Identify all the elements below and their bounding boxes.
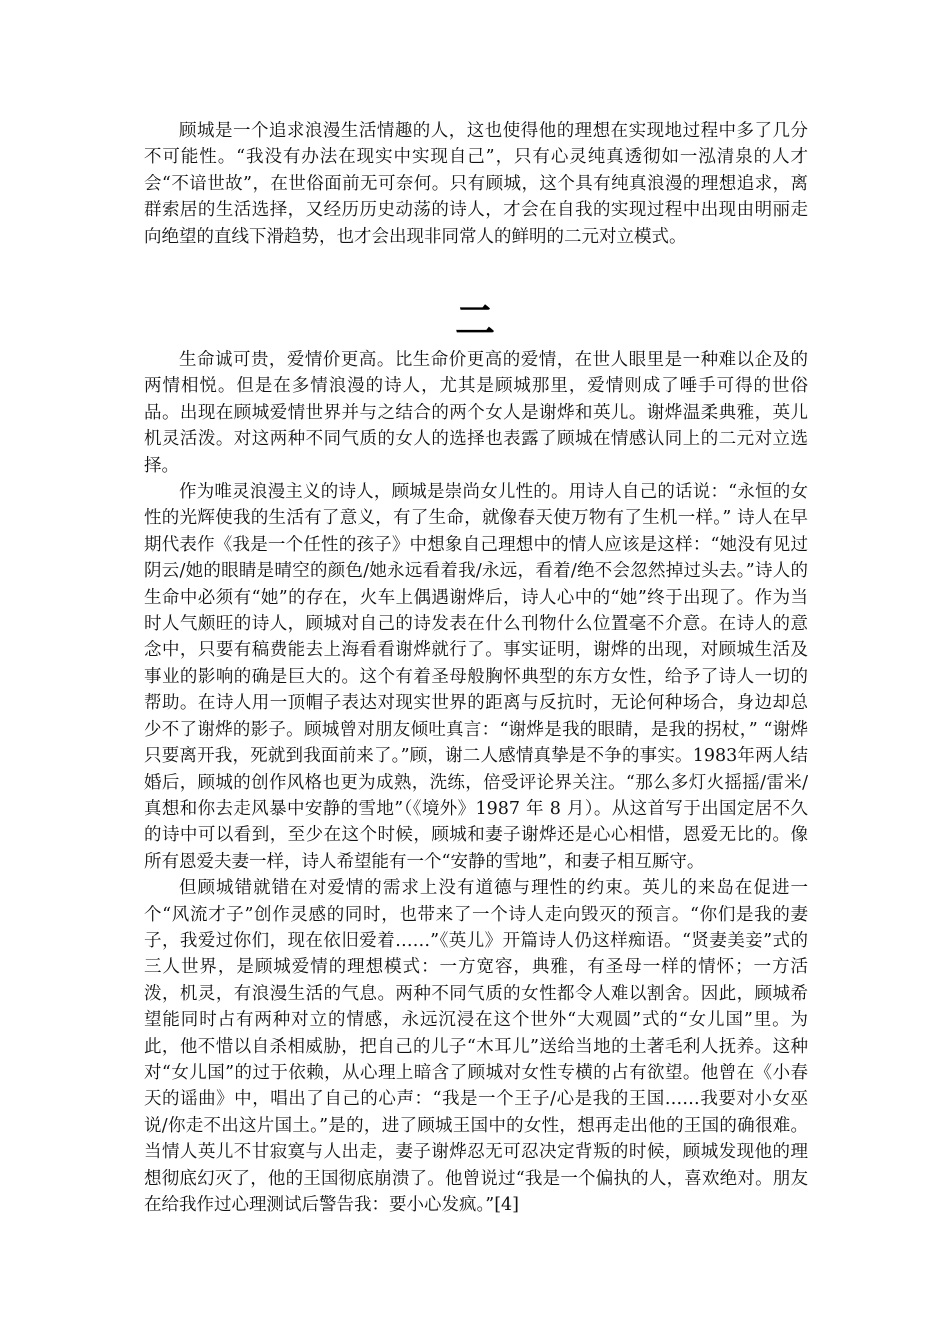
paragraph: 作为唯灵浪漫主义的诗人，顾城是崇尚女儿性的。用诗人自己的话说：“永恒的女性的光辉使我的生活有了意义，有了生命，就像春天使万物有了生机一样。” 诗人在早期代表作《我是一个任性的孩子》中想象自己理想中的情人应该是这样：“她没有见过阴云/她的眼睛是晴空的颜色/她永远看着我/永远，看着/绝不会忽然掉过头去。”诗人的生命中必须有“她”的存在，火车上偶遇谢烨后，诗人心中的“她”终于出现了。作为当时人气颇旺的诗人，顾城对自己的诗发表在什么刊物什么位置毫不介意。在诗人的意念中，只要有稿费能去上海看看谢烨就行了。事实证明，谢烨的出现，对顾城生活及事业的影响的确是巨大的。这个有着圣母般胸怀典型的东方女性，给予了诗人一切的帮助。在诗人用一顶帽子表达对现实世界的距离与反抗时，无论何种场合，身边却总少不了谢烨的影子。顾城曾对朋友倾吐真言：“谢烨是我的眼睛，是我的拐杖，” “谢烨只要离开我，死就到我面前来了。”顾，谢二人感情真挚是不争的事实。1983年两人结婚后，顾城的创作风格也更为成熟，洗练，倍受评论界关注。“那么多灯火摇摇/雷米/真想和你去走风暴中安静的雪地”（《境外》1987 年 8 月）。从这首写于出国定居不久的诗中可以看到，至少在这个时候，顾城和妻子谢烨还是心心相惜，恩爱无比的。像所有恩爱夫妻一样，诗人希望能有一个“安静的雪地”，和妻子相互厮守。	[144, 482, 808, 872]
section-text-block	[144, 347, 808, 1218]
section-heading: 二	[455, 298, 495, 344]
paragraph: 生命诚可贵，爱情价更高。比生命价更高的爱情，在世人眼里是一种难以企及的两情相悦。但是在多情浪漫的诗人，尤其是顾城那里，爱情则成了唾手可得的世俗品。出现在顾城爱情世界并与之结合的两个女人是谢烨和英儿。谢烨温柔典雅，英儿机灵活泼。对这两种不同气质的女人的选择也表露了顾城在情感认同上的二元对立选择。	[144, 350, 808, 476]
intro-text-block	[144, 118, 808, 250]
paragraph: 顾城是一个追求浪漫生活情趣的人，这也使得他的理想在实现地过程中多了几分不可能性。“我没有办法在现实中实现自己”，只有心灵纯真透彻如一泓清泉的人才会“不谙世故”，在世俗面前无可奈何。只有顾城，这个具有纯真浪漫的理想追求，离群索居的生活选择，又经历历史动荡的诗人，才会在自我的实现过程中出现由明丽走向绝望的直线下滑趋势，也才会出现非同常人的鲜明的二元对立模式。	[144, 121, 808, 247]
paragraph: 但顾城错就错在对爱情的需求上没有道德与理性的约束。英儿的来岛在促进一个“风流才子”创作灵感的同时，也带来了一个诗人走向毁灭的预言。“你们是我的妻子，我爱过你们，现在依旧爱着……”《英儿》开篇诗人仍这样痴语。“贤妻美妾”式的三人世界，是顾城爱情的理想模式：一方宽容，典雅，有圣母一样的情怀；一方活泼，机灵，有浪漫生活的气息。两种不同气质的女性都令人难以割舍。因此，顾城希望能同时占有两种对立的情感，永远沉浸在这个世外“大观圆”式的“女儿国”里。为此，他不惜以自杀相威胁，把自己的儿子“木耳儿”送给当地的土著毛利人抚养。这种对“女儿国”的过于依赖，从心理上暗含了顾城对女性专横的占有欲望。他曾在《小春天的谣曲》中，唱出了自己的心声：“我是一个王子/心是我的王国……我要对小女巫说/你走不出这片国土。”是的，进了顾城王国中的女性，想再走出他的王国的确很难。当情人英儿不甘寂寞与人出走，妻子谢烨忍无可忍决定背叛的时候，顾城发现他的理想彻底幻灭了，他的王国彻底崩溃了。他曾说过“我是一个偏执的人，喜欢绝对。朋友在给我作过心理测试后警告我：要小心发疯。”[4]	[144, 878, 808, 1215]
